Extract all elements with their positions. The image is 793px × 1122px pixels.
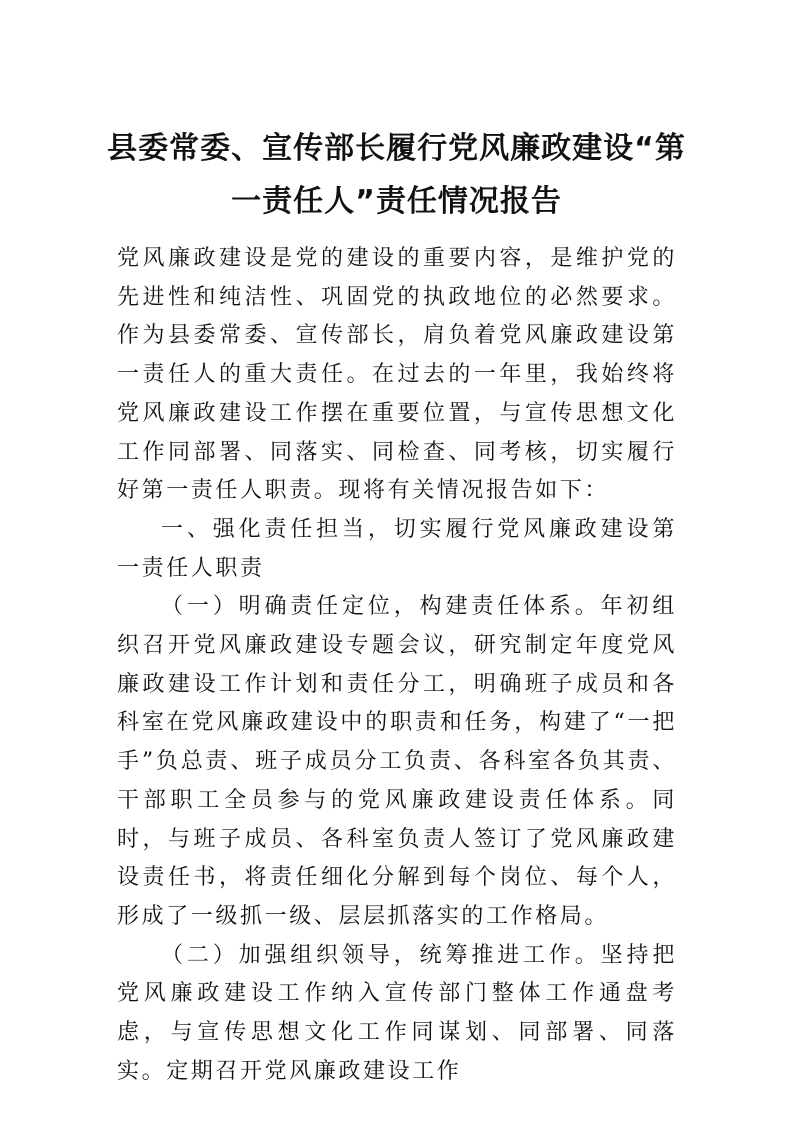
intro-paragraph: 党风廉政建设是党的建设的重要内容，是维护党的先进性和纯洁性、巩固党的执政地位的必然要求。作为县委常委、宣传部长，肩负着党风廉政建设第一责任人的重大责任。在过去的一年里，我始终将党风廉政建设工作摆在重要位置，与宣传思想文化工作同部署、同落实、同检查、同考核，切实履行好第一责任人职责。现将有关情况报告如下： (117, 246, 677, 504)
subsection-paragraph-2: （二）加强组织领导，统筹推进工作。坚持把党风廉政建设工作纳入宣传部门整体工作通盘考虑，与宣传思想文化工作同谋划、同部署、同落实。定期召开党风廉政建设工作 (117, 942, 677, 1084)
section-heading-1: 一、强化责任担当，切实履行党风廉政建设第一责任人职责 (117, 516, 677, 581)
document-title (100, 122, 693, 228)
subsection-paragraph-1: （一）明确责任定位，构建责任体系。年初组织召开党风廉政建设专题会议，研究制定年度党风廉政建设工作计划和责任分工，明确班子成员和各科室在党风廉政建设中的职责和任务，构建了“一把手”负总责、班子成员分工负责、各科室各负其责、干部职工全员参与的党风廉政建设责任体系。同时，与班子成员、各科室负责人签订了党风廉政建设责任书，将责任细化分解到每个岗位、每个人，形成了一级抓一级、层层抓落实的工作格局。 (117, 594, 677, 929)
title-line-2: 一责任人”责任情况报告 (231, 184, 562, 219)
document-body (117, 240, 677, 1091)
title-line-1: 县委常委、宣传部长履行党风廉政建设“第 (107, 131, 686, 166)
